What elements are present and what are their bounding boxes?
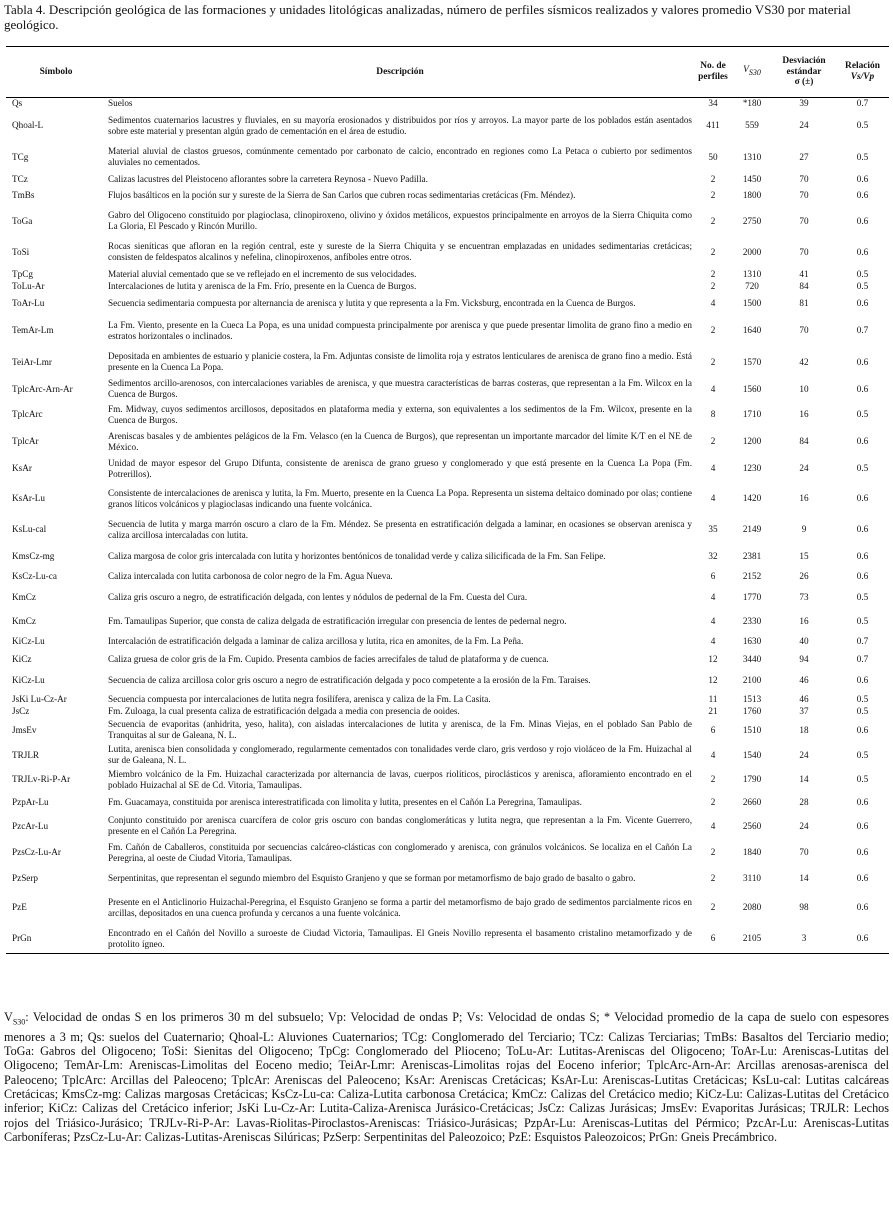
cell-desviacion: 70 [799, 246, 809, 257]
cell-relacion: 0.5 [856, 268, 869, 279]
cell-description: Sedimentos arcillo-arenosos, con intercalaciones variables de arenisca, y que muestra características de barras costeras, que representan a la Fm. Wilcox en la Cuenca de Burgos. [108, 378, 692, 399]
cell-vs30: 1310 [742, 268, 762, 279]
cell-symbol: KsAr [12, 463, 32, 474]
cell-relacion: 0.5 [856, 706, 869, 717]
cell-description: Caliza intercalada con lutita carbonosa de color negro de la Fm. Agua Nueva. [108, 571, 393, 582]
cell-relacion: 0.5 [856, 151, 869, 162]
cell-symbol: TCg [12, 151, 29, 162]
cell-relacion: 0.5 [856, 616, 869, 627]
cell-symbol: KmsCz-mg [12, 550, 55, 561]
header-vs30: $V_{S30}$ [732, 47, 772, 98]
cell-desviacion: 16 [799, 616, 809, 627]
cell-vs30: 2080 [742, 902, 762, 913]
cell-desviacion: 42 [799, 356, 809, 367]
header-desviacion: Desviación estándar σ (±) [772, 47, 836, 98]
cell-perfiles: 2 [710, 246, 716, 257]
cell-perfiles: 4 [710, 636, 716, 647]
cell-description: Fm. Guacamaya, constituida por arenisca interestratificada con limolita y lutita, presentes en el Cañón La Peregrina, Tamaulipas. [108, 797, 582, 808]
table-row [6, 293, 889, 314]
cell-perfiles: 12 [708, 675, 718, 686]
cell-symbol: KiCz-Lu [12, 675, 45, 686]
cell-description: Caliza gruesa de color gris de la Fm. Cupido. Presenta cambios de facies arrecifales de talud de plataforma y de cuenca. [108, 653, 549, 664]
cell-relacion: 0.5 [856, 749, 869, 760]
cell-relacion: 0.5 [856, 120, 869, 131]
cell-desviacion: 98 [799, 902, 809, 913]
table-row [6, 585, 889, 610]
cell-perfiles: 32 [708, 550, 718, 561]
cell-vs30: 1513 [742, 693, 762, 704]
table-row [6, 569, 889, 585]
cell-description: Secuencia de evaporitas (anhidrita, yeso, halita), con aisladas intercalaciones de lutita y arenisca, de la Fm. Minas Viejas, en el poblado San Pablo de Tranquitas al sur de Galeana, N. L. [108, 719, 692, 740]
table-row [6, 743, 889, 768]
cell-relacion: 0.5 [856, 774, 869, 785]
cell-relacion: 0.6 [836, 925, 889, 954]
cell-symbol: TRJLv-Ri-P-Ar [12, 774, 71, 785]
cell-perfiles: 2 [710, 873, 716, 884]
cell-vs30: 1230 [742, 463, 762, 474]
cell-perfiles: 2 [710, 436, 716, 447]
table-row [6, 206, 889, 237]
cell-description: Secuencia de lutita y marga marrón oscuro a claro de la Fm. Méndez. Se presenta en estratificación delgada a laminar, en ocasiones se observan arenisca y caliza arcillosa intercaladas con lutita. [108, 518, 692, 540]
header-perfiles: No. de perfiles [694, 47, 732, 98]
table-row [6, 718, 889, 743]
cell-symbol: ToAr-Lu [12, 297, 45, 308]
table-row [6, 142, 889, 173]
cell-desviacion: 16 [799, 493, 809, 504]
cell-relacion: 0.5 [856, 409, 869, 420]
cell-relacion: 0.6 [856, 571, 869, 582]
cell-vs30: 2750 [742, 215, 762, 226]
cell-vs30: 1560 [742, 383, 762, 394]
cell-description: Caliza gris oscuro a negro, de estratificación delgada, con lentes y nódulos de pedernal de la Fm. Cuesta del Cura. [108, 591, 528, 602]
cell-description: Lutita, arenisca bien consolidada y conglomerado, regularmente cementados con tonalidades verde claro, gris verdoso y rojo violáceo de la Fm. Huizachal al sur de Galeana, N. L. [108, 744, 692, 765]
cell-desviacion: 46 [799, 675, 809, 686]
cell-relacion: 0.5 [856, 463, 869, 474]
cell-symbol: TmBs [12, 190, 35, 201]
geology-table [6, 46, 889, 954]
cell-description: Secuencia compuesta por intercalaciones de lutita negra fosilífera, arenisca y caliza de la Fm. La Casita. [108, 693, 491, 704]
cell-relacion: 0.7 [856, 98, 869, 109]
cell-description: Secuencia sedimentaria compuesta por alternancia de arenisca y lutita y que representa a la Fm. Vicksburg, encontrada en la Cuenca de Burgos. [108, 297, 636, 308]
cell-symbol: KsCz-Lu-ca [12, 571, 57, 582]
cell-desviacion: 84 [799, 281, 809, 292]
table-row [6, 348, 889, 377]
cell-symbol: KiCz [12, 653, 32, 664]
cell-vs30: 1570 [742, 356, 762, 367]
cell-description: Suelos [108, 98, 133, 109]
table-row [6, 98, 889, 110]
cell-vs30: 2152 [742, 571, 762, 582]
cell-vs30: 1450 [742, 173, 762, 184]
cell-relacion: 0.6 [856, 356, 869, 367]
cell-symbol: ToSi [12, 246, 30, 257]
cell-description: Conjunto constituido por arenisca cuarcífera de color gris oscuro con bandas conglomeráticas y lutita negra, que representan a la Fm. Vicente Guerrero, presente en el Cañón La Peregrina. [108, 815, 692, 836]
cell-desviacion: 26 [799, 571, 809, 582]
cell-symbol: TplcArc-Arn-Ar [12, 383, 73, 394]
cell-perfiles: 2 [710, 215, 716, 226]
cell-relacion: 0.5 [856, 281, 869, 292]
table-row [6, 925, 889, 954]
cell-vs30: 1540 [742, 749, 762, 760]
cell-perfiles: 21 [708, 706, 718, 717]
cell-perfiles: 4 [710, 297, 716, 308]
cell-relacion: 0.6 [856, 215, 869, 226]
table-row [6, 891, 889, 925]
header-relacion: Relación Vs/Vp [836, 47, 889, 98]
cell-description: Depositada en ambientes de estuario y planicie costera, la Fm. Adjuntas consiste de limolita roja y estratos lenticulares de arenisca de grano fino a medio. Está presente en la Cuenca La Popa. [108, 351, 692, 372]
cell-vs30: 1770 [742, 591, 762, 602]
cell-desviacion: 14 [799, 774, 809, 785]
cell-perfiles: 2 [710, 325, 716, 336]
table-row [6, 768, 889, 792]
cell-perfiles: 2 [710, 281, 716, 292]
cell-desviacion: 18 [799, 724, 809, 735]
table-row [6, 669, 889, 693]
cell-vs30: 1790 [742, 774, 762, 785]
cell-relacion: 0.6 [856, 190, 869, 201]
cell-description: Fm. Cañón de Caballeros, constituida por secuencias calcáreo-clásticas con conglomerado y arenisca, con gránulos volcánicos. Se localiza en el Cañón La Peregrina, al oeste de Ciudad Vitoria, Tamaulipas. [108, 841, 692, 863]
table-row [6, 482, 889, 516]
cell-desviacion: 3 [772, 925, 836, 954]
cell-symbol: PrGn [6, 925, 106, 954]
cell-vs30: 1710 [742, 409, 762, 420]
cell-vs30: 1500 [742, 297, 762, 308]
cell-desviacion: 27 [799, 151, 809, 162]
cell-description: Gabro del Oligoceno constituido por plagioclasa, clinopiroxeno, olivino y óxidos metálicos, expuestos principalmente en arroyos de la Sierra Chiquita como La Gloria, El Pescado y Rincón Murillo. [108, 210, 692, 231]
table-row [6, 839, 889, 867]
cell-perfiles: 2 [710, 847, 716, 858]
cell-vs30: 720 [745, 281, 759, 292]
header-simbolo: Símbolo [6, 47, 106, 98]
cell-symbol: TplcArc [12, 409, 43, 420]
cell-symbol: JsCz [12, 706, 30, 717]
cell-desviacion: 24 [799, 463, 809, 474]
cell-vs30: 3110 [742, 873, 762, 884]
cell-vs30: 1760 [742, 706, 762, 717]
cell-desviacion: 73 [799, 591, 809, 602]
cell-vs30: 1200 [742, 436, 762, 447]
table-row [6, 173, 889, 186]
cell-description: Serpentinitas, que representan el segundo miembro del Esquisto Granjeno y que se forman por metamorfismo de bajo grado de basalto o gabro. [108, 873, 636, 884]
cell-desviacion: 9 [801, 524, 807, 535]
cell-vs30: 2660 [742, 797, 762, 808]
cell-description: La Fm. Viento, presente en la Cueca La Popa, es una unidad compuesta principalmente por arenisca y que puede presentar limolita de grano fino a medio en estratos horizontales o inclinados. [108, 319, 692, 341]
cell-desviacion: 15 [799, 550, 809, 561]
cell-description: Caliza margosa de color gris intercalada con lutita y horizontes bentónicos de tonalidad verde y caliza silicificada de la Fm. San Felipe. [108, 550, 606, 561]
cell-perfiles: 6 [694, 925, 732, 954]
table-row [6, 792, 889, 814]
cell-description: Calizas lacustres del Pleistoceno aflorantes sobre la carretera Reynosa - Nuevo Padilla. [108, 173, 428, 184]
cell-symbol: TRJLR [12, 749, 40, 760]
cell-desviacion: 70 [799, 325, 809, 336]
cell-perfiles: 4 [710, 383, 716, 394]
cell-relacion: 0.7 [856, 325, 869, 336]
cell-symbol: KmCz [12, 591, 36, 602]
cell-description: Presente en el Anticlinorio Huizachal-Peregrina, el Esquisto Granjeno se forma a partir del metamorfismo de bajo grado de sedimentos parcialmente ricos en arcillas, depositados en una cuenca profunda y cercanos a una fuente volcánica. [108, 896, 692, 918]
cell-perfiles: 2 [710, 268, 716, 279]
cell-perfiles: 6 [710, 724, 716, 735]
cell-relacion: 0.6 [856, 847, 869, 858]
cell-desviacion: 39 [799, 98, 809, 109]
table-row [6, 377, 889, 402]
cell-desviacion: 16 [799, 409, 809, 420]
table-row [6, 634, 889, 650]
cell-vs30: *180 [742, 98, 762, 109]
cell-perfiles: 4 [710, 493, 716, 504]
cell-vs30: 2560 [742, 820, 762, 831]
cell-vs30: 2105 [732, 925, 772, 954]
cell-perfiles: 2 [710, 356, 716, 367]
cell-relacion: 0.6 [856, 436, 869, 447]
cell-description: Rocas sieníticas que afloran en la región central, este y sureste de la Sierra Chiquita y se encuentran emplazadas en unidades sedimentarias cretácicas; consisten de feldespatos alcalinos y nefelina, clinopiroxenos, anfíboles entre otros. [108, 241, 692, 262]
cell-description: Areniscas basales y de ambientes pelágicos de la Fm. Velasco (en la Cuenca de Burgos), que representan un importante marcador del límite K/T en el NE de México. [108, 430, 692, 452]
cell-relacion: 0.6 [856, 820, 869, 831]
table-row [6, 867, 889, 891]
cell-symbol: TplcAr [12, 436, 39, 447]
table-row [6, 281, 889, 293]
cell-vs30: 1420 [742, 493, 762, 504]
cell-symbol: KiCz-Lu [12, 636, 45, 647]
cell-perfiles: 2 [710, 774, 716, 785]
cell-vs30: 1800 [742, 190, 762, 201]
cell-desviacion: 24 [799, 820, 809, 831]
cell-description: Intercalaciones de lutita y arenisca de la Fm. Frío, presente en la Cuenca de Burgos. [108, 281, 417, 292]
cell-description: Encontrado en el Cañón del Novillo a suroeste de Ciudad Victoria, Tamaulipas. El Gneis Novillo representa el basamento cristalino metamorfizado y de protolito ígneo. [106, 925, 694, 954]
cell-relacion: 0.7 [856, 636, 869, 647]
cell-desviacion: 94 [799, 653, 809, 664]
cell-vs30: 1310 [742, 151, 762, 162]
cell-desviacion: 81 [799, 297, 809, 308]
cell-relacion: 0.6 [856, 297, 869, 308]
cell-symbol: JmsEv [12, 724, 37, 735]
cell-desviacion: 70 [799, 173, 809, 184]
cell-relacion: 0.6 [856, 873, 869, 884]
cell-perfiles: 50 [708, 151, 718, 162]
cell-perfiles: 2 [710, 190, 716, 201]
table-row [6, 237, 889, 268]
cell-description: Material aluvial cementado que se ve reflejado en el incremento de sus velocidades. [108, 268, 417, 279]
cell-perfiles: 11 [708, 693, 718, 704]
cell-symbol: ToGa [12, 215, 33, 226]
table-row [6, 650, 889, 669]
table-row [6, 610, 889, 634]
cell-desviacion: 10 [799, 383, 809, 394]
header-descripcion: Descripción [106, 47, 694, 98]
cell-perfiles: 4 [710, 820, 716, 831]
cell-symbol: JsKi Lu-Cz-Ar [12, 693, 67, 704]
cell-perfiles: 2 [710, 902, 716, 913]
table-row [6, 428, 889, 456]
cell-relacion: 0.6 [856, 797, 869, 808]
cell-relacion: 0.6 [856, 246, 869, 257]
cell-symbol: PzE [12, 902, 27, 913]
cell-vs30: 2330 [742, 616, 762, 627]
cell-perfiles: 2 [710, 173, 716, 184]
cell-symbol: KsAr-Lu [12, 493, 45, 504]
cell-symbol: TeiAr-Lmr [12, 356, 52, 367]
cell-description: Unidad de mayor espesor del Grupo Difunta, consistente de arenisca de grano grueso y conglomerado y que está presente en la Cuenca La Popa (Fm. Potrerillos). [108, 457, 692, 479]
cell-relacion: 0.6 [856, 675, 869, 686]
cell-perfiles: 4 [710, 591, 716, 602]
table-row [6, 314, 889, 348]
cell-desviacion: 70 [799, 847, 809, 858]
cell-vs30: 3440 [742, 653, 762, 664]
cell-desviacion: 70 [799, 215, 809, 226]
cell-symbol: PzcAr-Lu [12, 820, 49, 831]
cell-vs30: 1840 [742, 847, 762, 858]
table-row [6, 706, 889, 718]
table-row [6, 402, 889, 428]
cell-description: Consistente de intercalaciones de arenisca y lutita, la Fm. Muerto, presente en la Cuenca La Popa. Representa un sistema deltaico dominado por olas; contiene granos líticos volcánicos y plagioclasas indicando una fuente volcánica. [108, 487, 692, 509]
cell-description: Fm. Zuloaga, la cual presenta caliza de estratificación delgada a media con presencia de ooides. [108, 706, 460, 717]
cell-relacion: 0.5 [856, 693, 869, 704]
cell-description: Fm. Tamaulipas Superior, que consta de caliza delgada de estratificación irregular con presencia de lentes de pedernal negro. [108, 616, 567, 627]
cell-perfiles: 4 [710, 463, 716, 474]
cell-desviacion: 70 [799, 190, 809, 201]
cell-description: Miembro volcánico de la Fm. Huizachal caracterizada por alternancia de lavas, cuerpos riolíticos, piroclásticos y arenisca, afloramiento encontrado en el poblado Huizachal al SE de Cd. Vitoria, Tamaulipas. [108, 768, 692, 790]
cell-desviacion: 41 [799, 268, 809, 279]
table-row [6, 110, 889, 142]
cell-description: Secuencia de caliza arcillosa color gris oscuro a negro de estratificación delgada y poco competente a la erosión de la Fm. Taraises. [108, 675, 591, 686]
cell-symbol: TCz [12, 173, 28, 184]
cell-perfiles: 12 [708, 653, 718, 664]
cell-desviacion: 24 [799, 120, 809, 131]
cell-symbol: TemAr-Lm [12, 325, 54, 336]
cell-relacion: 0.5 [856, 591, 869, 602]
cell-vs30: 1510 [742, 724, 762, 735]
cell-desviacion: 37 [799, 706, 809, 717]
cell-description: Fm. Midway, cuyos sedimentos arcillosos, depositados en plataforma media y externa, son equivalentes a los sedimentos de la Fm. Wilcox, presente en la Cuenca de Burgos. [108, 403, 692, 425]
cell-perfiles: 4 [710, 749, 716, 760]
cell-vs30: 1630 [742, 636, 762, 647]
table-row [6, 186, 889, 206]
cell-vs30: 2149 [742, 524, 762, 535]
cell-description: Material aluvial de clastos gruesos, comúnmente cementado por carbonato de calcio, encontrado en regiones como La Petaca o cubierto por sedimentos aluviales no cementados. [108, 146, 692, 167]
table-row [6, 544, 889, 569]
cell-relacion: 0.6 [856, 524, 869, 535]
table-header-row [6, 47, 889, 98]
cell-desviacion: 24 [799, 749, 809, 760]
cell-vs30: 559 [745, 120, 759, 131]
cell-vs30: 2000 [742, 246, 762, 257]
table-caption: Tabla 4. Descripción geológica de las formaciones y unidades litológicas analizadas, número de perfiles sísmicos realizados y valores promedio VS30 por material geológico. [4, 2, 851, 32]
cell-perfiles: 8 [710, 409, 716, 420]
cell-symbol: ToLu-Ar [12, 281, 45, 292]
table-row [6, 516, 889, 544]
table-row [6, 268, 889, 281]
cell-description: Sedimentos cuaternarios lacustres y fluviales, en su mayoría erosionados y distribuidos por ríos y arroyos. La mayor parte de los poblados están asentados sobre este material y presentan algún grado de cementación en el área de estudio. [108, 114, 692, 136]
cell-relacion: 0.6 [856, 173, 869, 184]
cell-description: Intercalación de estratificación delgada a laminar de caliza arcillosa y lutita, rica en amonites, de la Fm. La Peña. [108, 636, 524, 647]
cell-perfiles: 34 [708, 98, 718, 109]
table-row [6, 693, 889, 706]
cell-symbol: PzsCz-Lu-Ar [12, 847, 61, 858]
cell-relacion: 0.6 [856, 902, 869, 913]
cell-perfiles: 4 [710, 616, 716, 627]
cell-desviacion: 28 [799, 797, 809, 808]
cell-symbol: KsLu-cal [12, 524, 47, 535]
cell-desviacion: 84 [799, 436, 809, 447]
table-row [6, 456, 889, 482]
cell-relacion: 0.6 [856, 724, 869, 735]
cell-desviacion: 40 [799, 636, 809, 647]
cell-desviacion: 46 [799, 693, 809, 704]
table-footnote: $V_{S30}$: Velocidad de ondas S en los primeros 30 m del subsuelo; Vp: Velocidad de ondas P; Vs: Velocidad de ondas S; * Velocidad promedio de la capa de suelo con espesores menores a 3 m; Qs: suelos del Cuaternario; Qhoal-L: Aluviones Cuaternarios; TCg: Conglomerado del Terciario; TCz: Calizas Terciarias; TmBs: Basaltos del Terciario medio; ToGa: Gabros del Oligoceno; ToSi: Sienitas del Oligoceno; TpCg: Conglomerado del Plioceno; ToLu-Ar: Lutitas-Areniscas del Oligoceno; ToAr-Lu: Areniscas-Lutitas del Oligoceno; TemAr-Lm: Areniscas-Limolitas del Eoceno medio; TeiAr-Lmr: Areniscas-Limolitas rojas del Eoceno inferior; TplcArc-Arn-Ar: Arcillas arenosas-arenisca del Paleoceno; TplcArc: Arcillas del Paleoceno; TplcAr: Areniscas del Paleoceno; KsAr: Areniscas Cretácicas; KsAr-Lu: Areniscas-Lutitas Cretácicas; KsLu-cal: Lutitas calcáreas Cretácicas; KmsCz-mg: Calizas margosas Cretácicas; KsCz-Lu-ca: Caliza-Lutita carbonosa Cretácica; KmCz: Calizas del Cretácico medio; KiCz-Lu: Calizas-Lutitas del Cretácico inferior; KiCz: Calizas del Cretácico inferior; JsKi Lu-Cz-Ar: Lutita-Caliza-Arenisca Jurásico-Cretácicas; JsCz: Calizas Jurásicas; JmsEv: Evaporitas Jurásicas; TRJLR: Lechos rojos del Triásico-Jurásico; TRJLv-Ri-P-Ar: Lavas-Riolitas-Piroclastos-Areniscas: Triásico-Jurásicas; PzpAr-Lu: Areniscas-Lutitas del Pérmico; PzcAr-Lu: Areniscas-Lutitas Carboníferas; PzsCz-Lu-Ar: Calizas-Lutitas-Areniscas Silúricas; PzSerp: Serpentinitas del Paleozoico; PzE: Esquistos Paleozoicos; PrGn: Gneis Precámbrico. [4, 1010, 889, 1144]
cell-perfiles: 2 [710, 797, 716, 808]
table-row [6, 814, 889, 839]
cell-description: Flujos basálticos en la poción sur y sureste de la Sierra de San Carlos que cubren rocas sedimentarias cretácicas (Fm. Méndez). [108, 190, 576, 201]
cell-perfiles: 411 [706, 120, 720, 131]
cell-symbol: Qhoal-L [12, 120, 44, 131]
cell-symbol: PzSerp [12, 873, 39, 884]
cell-relacion: 0.7 [856, 653, 869, 664]
cell-desviacion: 14 [799, 873, 809, 884]
cell-vs30: 2381 [742, 550, 762, 561]
cell-symbol: PzpAr-Lu [12, 797, 49, 808]
cell-symbol: TpCg [12, 268, 33, 279]
cell-relacion: 0.6 [856, 493, 869, 504]
cell-symbol: Qs [12, 98, 23, 109]
cell-relacion: 0.6 [856, 550, 869, 561]
cell-symbol: KmCz [12, 616, 36, 627]
cell-relacion: 0.6 [856, 383, 869, 394]
cell-vs30: 1640 [742, 325, 762, 336]
cell-perfiles: 35 [708, 524, 718, 535]
cell-perfiles: 6 [710, 571, 716, 582]
cell-vs30: 2100 [742, 675, 762, 686]
